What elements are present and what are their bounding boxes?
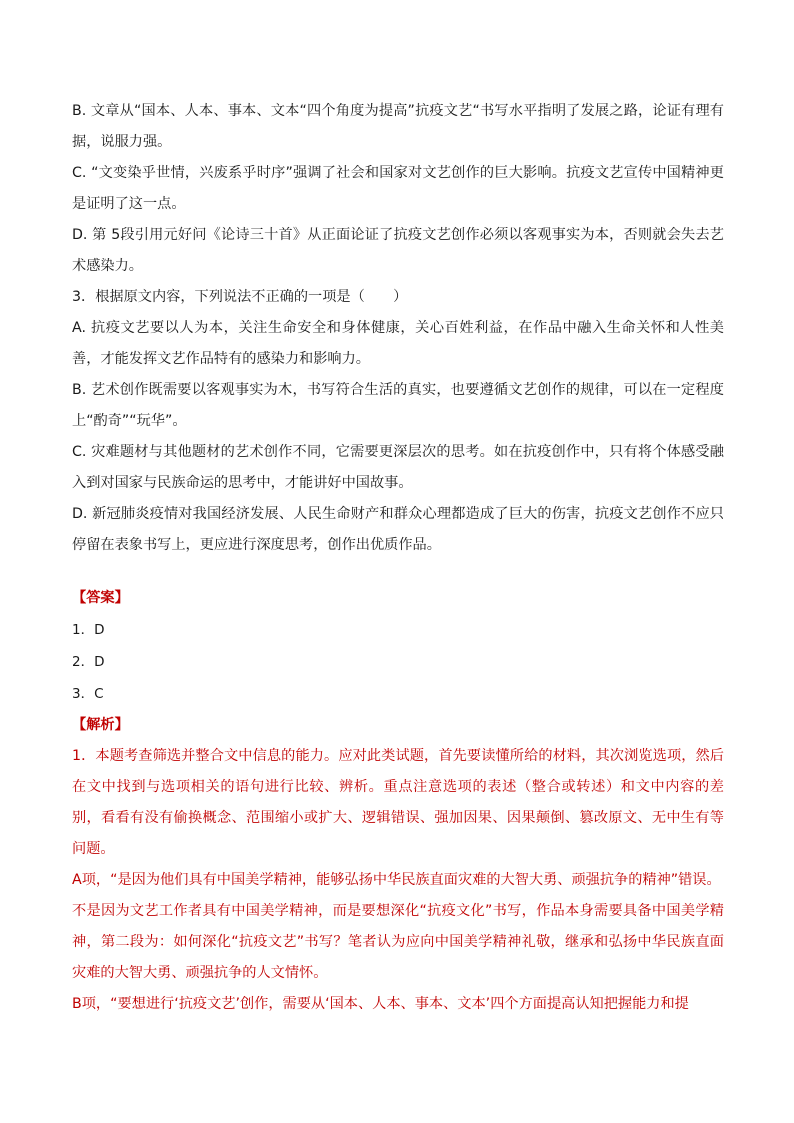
answer-tag: 【答案】: [72, 590, 129, 606]
answer-item: 3．C: [72, 686, 104, 702]
analysis-a-prefix: A项，: [72, 872, 111, 888]
analysis-b-quote: “要想进行‘抗疫文艺’创作，需要从‘国本、人本、事本、文本’四个方面提高认知把握能力和提: [110, 996, 689, 1012]
document-page: [72, 96, 724, 1020]
analysis-tag: 【解析】: [72, 717, 129, 733]
q3-option-d: D. 新冠肺炎疫情对我国经济发展、人民生命财产和群众心理都造成了巨大的伤害，抗疫文艺创作不应只停留在表象书写上，更应进行深度思考，创作出优质作品。: [72, 506, 724, 553]
analysis-a-explanation: 不是因为文艺工作者具有中国美学精神，而是要想深化“抗疫文化”书写，作品本身需要具备中国美学精神，第二段为：如何深化“抗疫文艺”书写？笔者认为应向中国美学精神礼敬，继承和弘扬中华民族直面灾难的大智大勇、顽强抗争的人文情怀。: [72, 903, 724, 981]
answer-item: 2．D: [72, 654, 105, 670]
analysis-a-quote: “是因为他们具有中国美学精神，能够弘扬中华民族直面灾难的大智大勇、顽强抗争的精神”错误。: [110, 872, 721, 888]
analysis-option-a: [72, 865, 724, 896]
answer-item: 1．D: [72, 622, 105, 638]
q2-option-b: B. 文章从“国本、人本、事本、文本“四个角度为提高”抗疫文艺“书写水平指明了发展之路，论证有理有据，说服力强。: [72, 103, 724, 150]
q2-option-d: D. 第 5段引用元好问《论诗三十首》从正面论证了抗疫文艺创作必须以客观事实为本，否则就会失去艺术感染力。: [72, 227, 724, 274]
analysis-section: [72, 710, 724, 1020]
analysis-b-prefix: B项，: [72, 996, 111, 1012]
q2-option-c: C. “文变染乎世情，兴废系乎时序”强调了社会和国家对文艺创作的巨大影响。抗疫文艺宣传中国精神更是证明了这一点。: [72, 165, 724, 212]
q3-option-a: A. 抗疫文艺要以人为本，关注生命安全和身体健康，关心百姓利益，在作品中融入生命关怀和人性美善，才能发挥文艺作品特有的感染力和影响力。: [72, 320, 724, 367]
analysis-option-b: [72, 989, 724, 1020]
q3-stem: 3．根据原文内容，下列说法不正确的一项是（ ）: [72, 289, 408, 305]
q3-option-b: B. 艺术创作既需要以客观事实为木，书写符合生活的真实，也要遵循文艺创作的规律，可以在一定程度上“酌奇”“玩华”。: [72, 382, 724, 429]
answer-section: [72, 583, 724, 710]
analysis-q1: 1．本题考查筛选并整合文中信息的能力。应对此类试题，首先要读懂所给的材料，其次浏览选项，然后在文中找到与选项相关的语句进行比较、辨析。重点注意选项的表述（整合或转述）和文中内容的差别，看看有没有偷换概念、范围缩小或扩大、逻辑错误、强加因果、因果颠倒、篡改原文、无中生有等问题。: [72, 748, 724, 857]
q3-option-c: C. 灾难题材与其他题材的艺术创作不同，它需要更深层次的思考。如在抗疫创作中，只有将个体感受融入到对国家与民族命运的思考中，才能讲好中国故事。: [72, 444, 724, 491]
